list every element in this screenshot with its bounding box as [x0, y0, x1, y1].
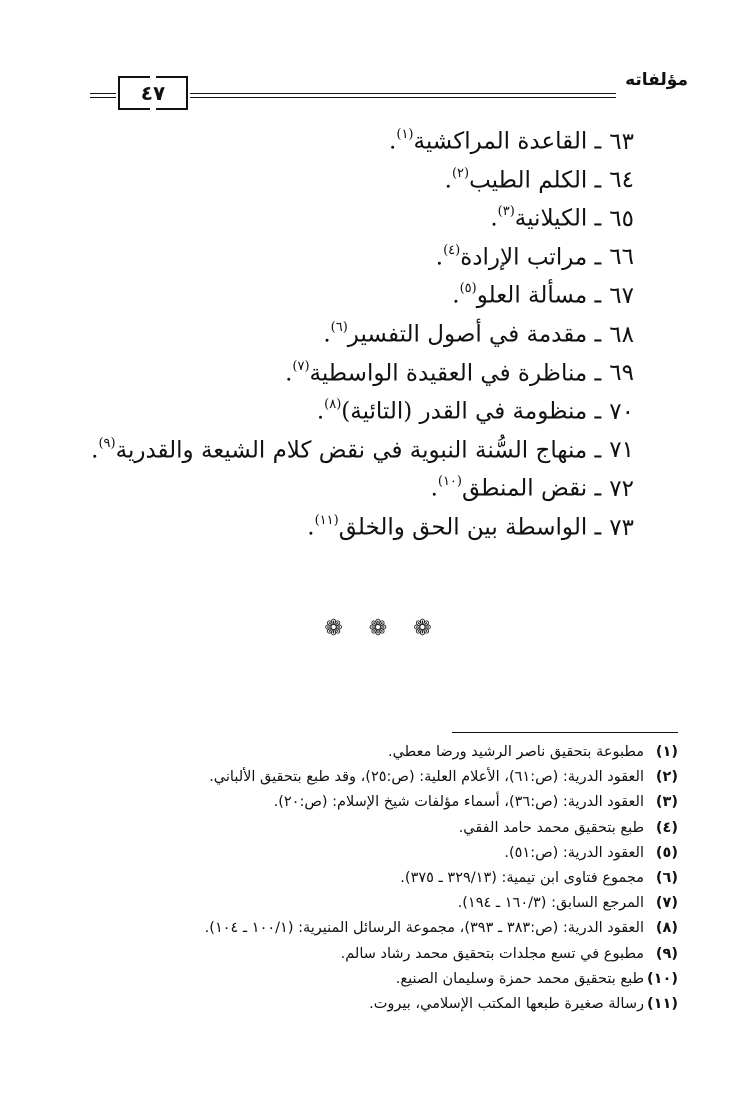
page-header: [88, 60, 688, 112]
footnote-mark: (١١): [647, 995, 678, 1012]
footnote-ref: (٢): [451, 165, 470, 181]
footnote-text: مطبوعة بتحقيق ناصر الرشيد ورضا معطي.: [387, 744, 644, 760]
entry-number: ٦٨: [609, 321, 634, 348]
footnote-divider: [452, 732, 678, 733]
footnote-ref: (٦): [330, 319, 348, 335]
entry-title: منظومة في القدر (التائية): [341, 398, 588, 425]
footnote-text: مجموع فتاوى ابن تيمية: (٣٢٩/١٣ ـ ٣٧٥).: [400, 869, 644, 886]
list-item: ٧٢ـ نقض المنطق$^{(١٠)}$.: [430, 474, 634, 502]
footnote-ref: (١): [396, 127, 414, 142]
footnote: [68, 992, 678, 1017]
entry-number: ٦٦: [609, 244, 634, 271]
footnote: [68, 916, 678, 941]
entry-number: ٦٤: [609, 167, 634, 194]
footnote: [68, 816, 678, 841]
footnote-mark: (٤): [655, 819, 678, 836]
footnote-mark: (٥): [655, 844, 678, 861]
section-separator: [0, 616, 756, 642]
list-item: ٧١ـ منهاج السُّنة النبوية في نقض كلام الشيعة والقدرية$^{(٩)}$.: [91, 435, 634, 464]
footnote-ref: (٥): [459, 281, 477, 297]
footnotes: [68, 740, 678, 1017]
list-item: ٦٥ـ الكيلانية$^{(٣)}$.: [490, 204, 634, 232]
entry-title: مقدمة في أصول التفسير: [347, 321, 588, 348]
entry-title: القاعدة المراكشية: [413, 128, 588, 155]
footnote-ref: (٩): [98, 435, 116, 451]
entry-number: ٦٩: [609, 360, 634, 387]
entry-title: منهاج السُّنة النبوية في نقض كلام الشيعة والقدرية: [115, 437, 588, 464]
flower-ornament-icon: ❁: [324, 616, 343, 641]
list-item: ٧٠ـ منظومة في القدر (التائية)$^{(٨)}$.: [316, 397, 634, 425]
entry-title: مراتب الإرادة: [460, 244, 588, 271]
list-item: ٦٨ـ مقدمة في أصول التفسير$^{(٦)}$.: [323, 319, 634, 348]
flower-ornament-icon: ❁: [368, 616, 388, 641]
list-item: ٧٣ـ الواسطة بين الحق والخلق$^{(١١)}$.: [307, 512, 634, 541]
footnote-mark: (١٠): [647, 970, 678, 987]
footnote: [68, 790, 678, 815]
entry-number: ٧٠: [609, 398, 634, 425]
footnote-ref: (١١): [314, 512, 339, 528]
footnote-mark: (٨): [655, 920, 678, 937]
footnote: [68, 841, 678, 866]
footnote-text: طبع بتحقيق محمد حمزة وسليمان الصنيع.: [395, 970, 644, 987]
footnote: [68, 891, 678, 916]
footnote: [68, 942, 678, 967]
list-item: ٦٦ـ مراتب الإرادة$^{(٤)}$.: [435, 242, 634, 271]
entry-title: الكلم الطيب: [469, 167, 588, 194]
list-item: ٦٤ـ الكلم الطيب$^{(٢)}$.: [444, 165, 634, 194]
footnote-ref: (٣): [497, 204, 515, 220]
footnote: [68, 967, 678, 992]
footnote-text: العقود الدرية: (ص:٦١)، الأعلام العلية: (ص:٢٥)، وقد طبع بتحقيق الألباني.: [209, 769, 644, 786]
footnote-ref: (١٠): [437, 474, 462, 490]
footnote-mark: (٢): [655, 769, 678, 786]
entry-title: الواسطة بين الحق والخلق: [338, 514, 588, 541]
entry-title: نقض المنطق: [462, 476, 588, 502]
list-item: ٦٧ـ مسألة العلو$^{(٥)}$.: [452, 281, 634, 310]
entry-number: ٦٥: [609, 205, 634, 232]
footnote-mark: (٦): [655, 869, 678, 886]
footnote-text: مطبوع في تسع مجلدات بتحقيق محمد رشاد سالم.: [340, 945, 644, 962]
footnote-mark: (٩): [655, 945, 678, 962]
footnote-mark: (٧): [655, 895, 678, 912]
entry-number: ٦٧: [609, 283, 634, 310]
footnote-ref: (٤): [443, 242, 461, 258]
page-number-box: [118, 76, 188, 110]
list-item: ٦٣ـ القاعدة المراكشية$^{(١)}$.: [389, 127, 634, 155]
footnote-mark: (٣): [655, 794, 678, 811]
footnote-text: المرجع السابق: (١٦٠/٣ ـ ١٩٤).: [457, 895, 644, 912]
entry-number: ٦٣: [609, 128, 634, 155]
footnote-text: العقود الدرية: (ص:٥١).: [504, 844, 644, 861]
entry-title: مسألة العلو: [476, 283, 588, 310]
footnote-text: العقود الدرية: (ص:٣٨٣ ـ ٣٩٣)، مجموعة الرسائل المنيرية: (١٠٠/١ ـ ١٠٤).: [204, 920, 644, 937]
footnote-ref: (٧): [292, 358, 310, 374]
footnote-text: رسالة صغيرة طبعها المكتب الإسلامي، بيروت.: [369, 995, 644, 1012]
running-title: مؤلفاته: [625, 70, 688, 90]
entry-number: ٧١: [609, 437, 634, 464]
entry-title: مناظرة في العقيدة الواسطية: [309, 360, 588, 387]
footnote: [68, 765, 678, 790]
entry-title: الكيلانية: [514, 205, 588, 232]
footnote-mark: (١): [655, 744, 678, 760]
entry-number: ٧٢: [609, 476, 634, 502]
list-item: ٦٩ـ مناظرة في العقيدة الواسطية$^{(٧)}$.: [285, 358, 634, 387]
flower-ornament-icon: ❁: [413, 616, 432, 641]
footnote-text: طبع بتحقيق محمد حامد الفقي.: [458, 819, 644, 836]
header-rule-left: [90, 93, 116, 98]
footnote-text: العقود الدرية: (ص:٣٦)، أسماء مؤلفات شيخ الإسلام: (ص:٢٠).: [273, 794, 644, 811]
page-number: ٤٧: [140, 81, 166, 105]
works-list: [74, 118, 634, 543]
header-rule-right: [190, 93, 616, 98]
footnote-ref: (٨): [324, 397, 342, 413]
footnote: [68, 866, 678, 891]
footnote: [68, 740, 678, 765]
entry-number: ٧٣: [609, 514, 634, 541]
